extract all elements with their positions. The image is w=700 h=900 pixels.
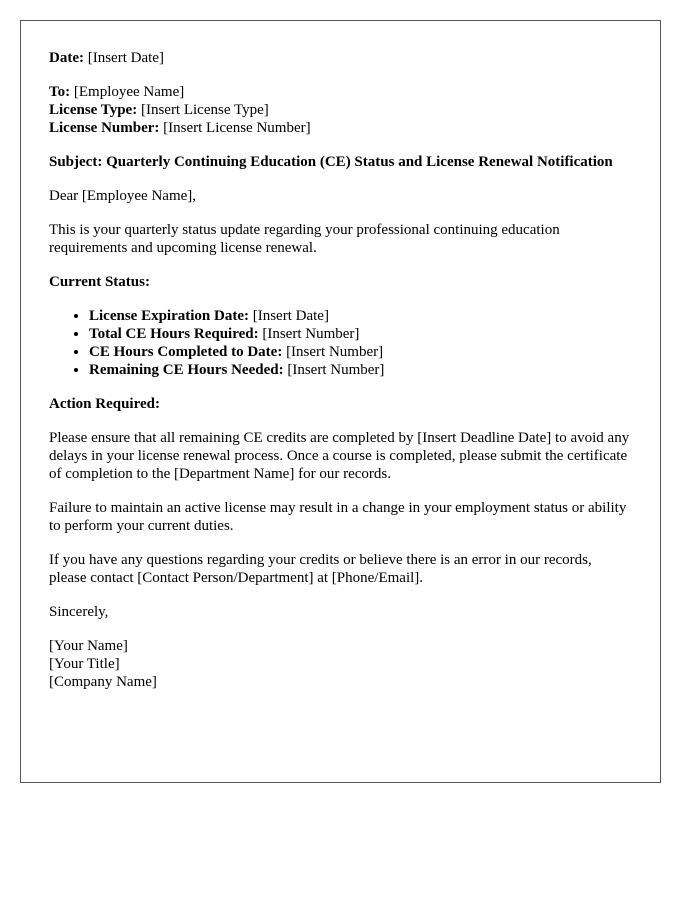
recipient-block: To: [Employee Name] License Type: [Insert License Type] License Number: [Insert License Number] <box>49 84 311 136</box>
list-item: • License Expiration Date: [Insert Date] <box>89 307 632 325</box>
action-heading: Action Required: <box>49 396 160 412</box>
intro-paragraph: This is your quarterly status update regarding your professional continuing education requirements and upcoming license renewal. <box>49 222 560 256</box>
status-list <box>49 307 632 379</box>
greeting: Dear [Employee Name], <box>49 188 197 204</box>
contact-paragraph: If you have any questions regarding your credits or believe there is an error in our records, please contact [Contact Person/Department] at [Phone/Email]. <box>49 552 592 586</box>
date-line: Date: [Insert Date] <box>49 50 164 66</box>
closing: Sincerely, <box>49 604 109 620</box>
list-item: • Remaining CE Hours Needed: [Insert Number] <box>89 361 632 379</box>
warning-paragraph: Failure to maintain an active license may result in a change in your employment status or ability to perform your current duties. <box>49 500 627 534</box>
list-item: • CE Hours Completed to Date: [Insert Number] <box>89 343 632 361</box>
letter <box>20 20 661 783</box>
list-item: • Total CE Hours Required: [Insert Number] <box>89 325 632 343</box>
signature-block: [Your Name] [Your Title] [Company Name] <box>49 638 157 690</box>
current-status-heading: Current Status: <box>49 274 150 290</box>
subject-line: Subject: Quarterly Continuing Education (CE) Status and License Renewal Notification <box>49 154 613 170</box>
action-paragraph: Please ensure that all remaining CE credits are completed by [Insert Deadline Date] to avoid any delays in your license renewal process. Once a course is completed, please submit the certificate of completion to the [Department Name] for our records. <box>49 430 630 482</box>
